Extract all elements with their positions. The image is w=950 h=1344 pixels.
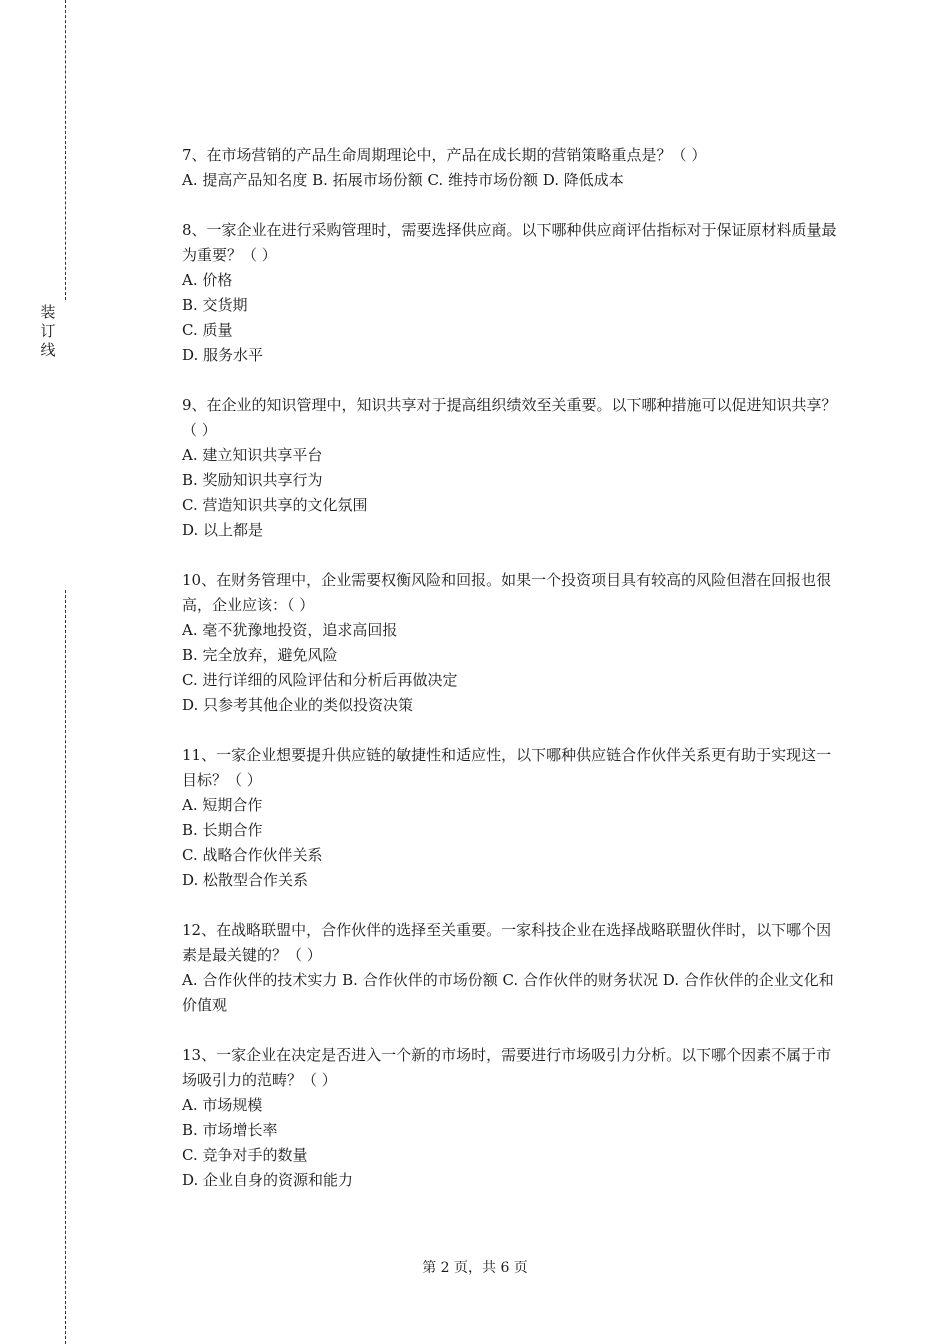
option-c: C. 进行详细的风险评估和分析后再做决定 [182, 671, 458, 689]
option-c: C. 质量 [182, 321, 233, 339]
option-a: A. 短期合作 [182, 796, 263, 814]
binding-dashed-line-bottom [65, 590, 66, 1344]
question-7 [182, 143, 842, 193]
option-b: B. 长期合作 [182, 821, 263, 839]
question-text: 12、在战略联盟中，合作伙伴的选择至关重要。一家科技企业在选择战略联盟伙伴时，以下哪个因素是最关键的？（ ） [182, 921, 832, 964]
option-c: C. 营造知识共享的文化氛围 [182, 496, 368, 514]
question-text: 11、一家企业想要提升供应链的敏捷性和适应性，以下哪种供应链合作伙伴关系更有助于实现这一目标？（ ） [182, 746, 832, 789]
option-a: A. 价格 [182, 271, 233, 289]
question-11 [182, 743, 842, 893]
option-c: C. 竞争对手的数量 [182, 1146, 308, 1164]
option-a: A. 市场规模 [182, 1096, 263, 1114]
question-text: 10、在财务管理中，企业需要权衡风险和回报。如果一个投资项目具有较高的风险但潜在回报也很高，企业应该：（ ） [182, 571, 832, 614]
question-text: 8、一家企业在进行采购管理时，需要选择供应商。以下哪种供应商评估指标对于保证原材料质量最为重要？（ ） [182, 221, 837, 264]
option-b: B. 交货期 [182, 296, 248, 314]
option-b: B. 市场增长率 [182, 1121, 278, 1139]
binding-line-label: 装订线 [40, 303, 56, 359]
question-13 [182, 1043, 842, 1193]
question-text: 7、在市场营销的产品生命周期理论中，产品在成长期的营销策略重点是？（ ） [182, 146, 707, 164]
option-d: D. 只参考其他企业的类似投资决策 [182, 696, 414, 714]
option-a: A. 建立知识共享平台 [182, 446, 323, 464]
question-12 [182, 918, 842, 1018]
option-c: C. 战略合作伙伴关系 [182, 846, 323, 864]
question-8 [182, 218, 842, 368]
option-line: A. 合作伙伴的技术实力 B. 合作伙伴的市场份额 C. 合作伙伴的财务状况 D. 合作伙伴的企业文化和价值观 [182, 971, 834, 1014]
question-10 [182, 568, 842, 718]
option-line: A. 提高产品知名度 B. 拓展市场份额 C. 维持市场份额 D. 降低成本 [182, 171, 624, 189]
question-list [182, 143, 842, 1218]
question-text: 13、一家企业在决定是否进入一个新的市场时，需要进行市场吸引力分析。以下哪个因素不属于市场吸引力的范畴？（ ） [182, 1046, 832, 1089]
option-a: A. 毫不犹豫地投资，追求高回报 [182, 621, 398, 639]
question-text: 9、在企业的知识管理中，知识共享对于提高组织绩效至关重要。以下哪种措施可以促进知识共享？（ ） [182, 396, 837, 439]
option-d: D. 松散型合作关系 [182, 871, 309, 889]
binding-dashed-line-top [65, 0, 66, 300]
option-b: B. 完全放弃，避免风险 [182, 646, 338, 664]
option-d: D. 服务水平 [182, 346, 264, 364]
page-number: 第 2 页，共 6 页 [422, 1260, 528, 1276]
option-d: D. 企业自身的资源和能力 [182, 1171, 354, 1189]
option-b: B. 奖励知识共享行为 [182, 471, 323, 489]
question-9 [182, 393, 842, 543]
option-d: D. 以上都是 [182, 521, 264, 539]
